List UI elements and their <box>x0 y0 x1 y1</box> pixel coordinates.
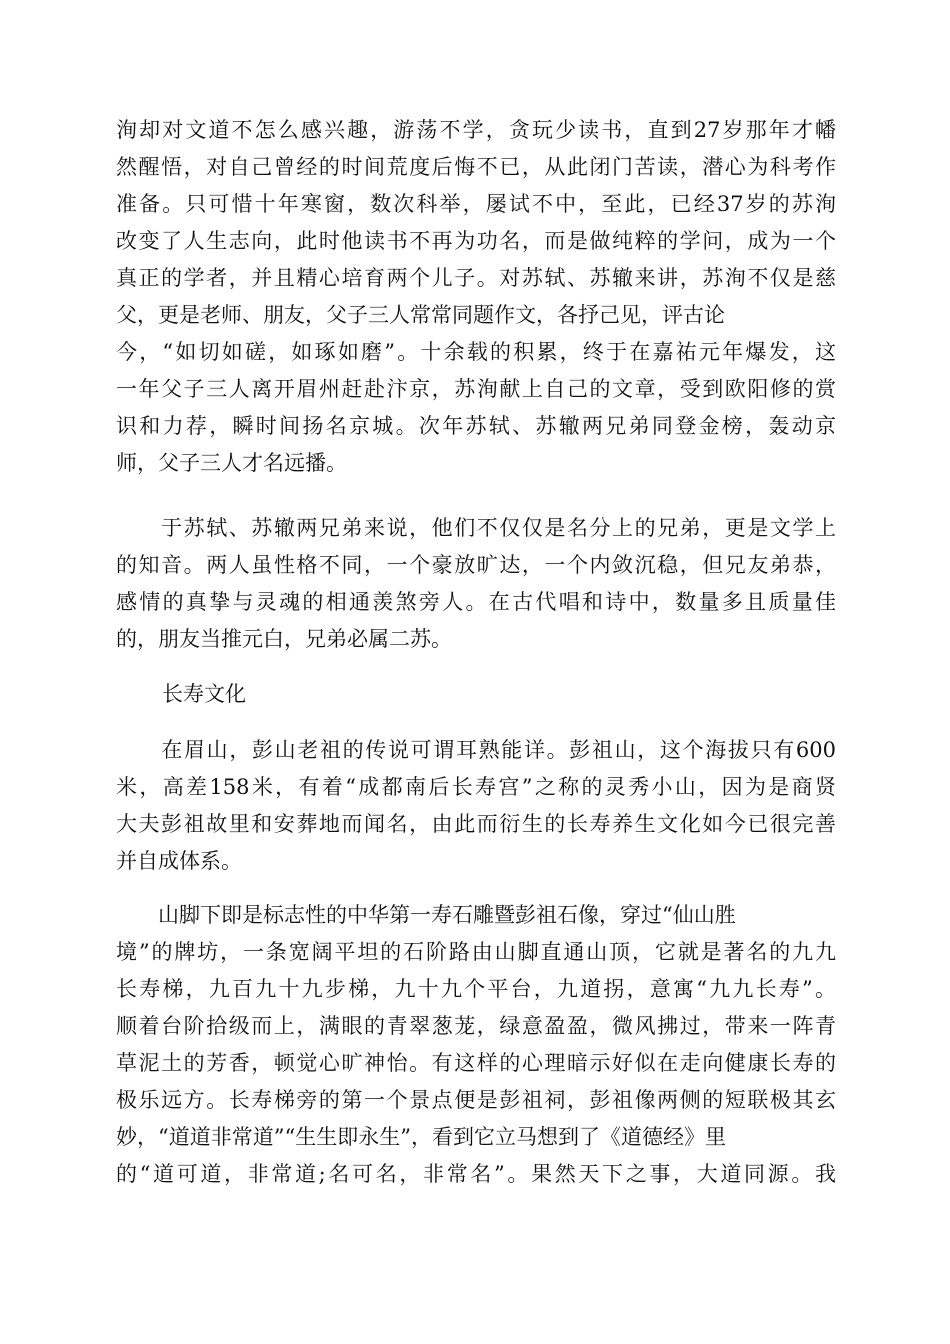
text-line: 极乐远方。长寿梯旁的第一个景点便是彭祖祠，彭祖像两侧的短联极其玄 <box>116 1088 836 1112</box>
text-line: 父，更是老师、朋友，父子三人常常同题作文，各抒己见，评古论 <box>116 303 725 327</box>
paragraph-longevity-stairs <box>116 897 836 1193</box>
text-line: 师，父子三人才名远播。 <box>116 451 347 475</box>
text-line: 山脚下即是标志性的中华第一寿石雕暨彭祖石像，穿过“仙山胜 <box>116 903 736 927</box>
text-line: 识和力荐，瞬时间扬名京城。次年苏轼、苏辙两兄弟同登金榜，轰动京 <box>116 414 836 438</box>
section-heading <box>116 676 836 713</box>
text-line: 然醒悟，对自己曾经的时间荒度后悔不已，从此闭门苦读，潜心为科考作 <box>116 155 836 179</box>
text-line: 的，朋友当推元白，兄弟必属二苏。 <box>116 627 452 651</box>
text-line: 长寿梯，九百九十九步梯，九十九个平台，九道拐，意寓“九九长寿”。 <box>116 977 836 1001</box>
text-line: 的知音。两人虽性格不同，一个豪放旷达，一个内敛沉稳，但兄友弟恭， <box>116 553 836 577</box>
text-line: 在眉山，彭山老祖的传说可谓耳熟能详。彭祖山，这个海拔只有600 <box>116 738 836 762</box>
text-line: 大夫彭祖故里和安葬地而闻名，由此而衍生的长寿养生文化如今已很完善 <box>116 812 836 836</box>
text-line: 改变了人生志向，此时他读书不再为功名，而是做纯粹的学问，成为一个 <box>116 229 836 253</box>
text-line: 米，高差158米，有着“成都南后长寿宫”之称的灵秀小山，因为是商贤 <box>116 775 836 799</box>
text-line: 妙，“道道非常道”“生生即永生”，看到它立马想到了《道德经》里 <box>116 1125 726 1149</box>
section-title: 长寿文化 <box>162 682 246 706</box>
text-line: 草泥土的芳香，顿觉心旷神怡。有这样的心理暗示好似在走向健康长寿的 <box>116 1051 836 1075</box>
text-line: 并自成体系。 <box>116 849 242 873</box>
text-line: 一年父子三人离开眉州赶赴汴京，苏洵献上自己的文章，受到欧阳修的赏 <box>116 377 836 401</box>
text-line: 真正的学者，并且精心培育两个儿子。对苏轼、苏辙来讲，苏洵不仅是慈 <box>116 266 836 290</box>
paragraph-pengzu-mountain <box>116 732 836 880</box>
paragraph-sanzi <box>116 112 836 482</box>
text-line: 今，“如切如磋，如琢如磨”。十余载的积累，终于在嘉祐元年爆发，这 <box>116 340 836 364</box>
text-line: 洵却对文道不怎么感兴趣，游荡不学，贪玩少读书，直到27岁那年才幡 <box>116 118 836 142</box>
text-line: 境”的牌坊，一条宽阔平坦的石阶路由山脚直通山顶，它就是著名的九九 <box>116 940 836 964</box>
text-line: 顺着台阶拾级而上，满眼的青翠葱茏，绿意盈盈，微风拂过，带来一阵青 <box>116 1014 836 1038</box>
text-line: 准备。只可惜十年寒窗，数次科举，屡试不中，至此，已经37岁的苏洵 <box>116 192 836 216</box>
paragraph-ersu <box>116 510 836 658</box>
text-line: 感情的真挚与灵魂的相通羡煞旁人。在古代唱和诗中，数量多且质量佳 <box>116 590 836 614</box>
text-line: 于苏轼、苏辙两兄弟来说，他们不仅仅是名分上的兄弟，更是文学上 <box>116 516 836 540</box>
text-line: 的“道可道，非常道;名可名，非常名”。果然天下之事，大道同源。我 <box>116 1162 836 1186</box>
